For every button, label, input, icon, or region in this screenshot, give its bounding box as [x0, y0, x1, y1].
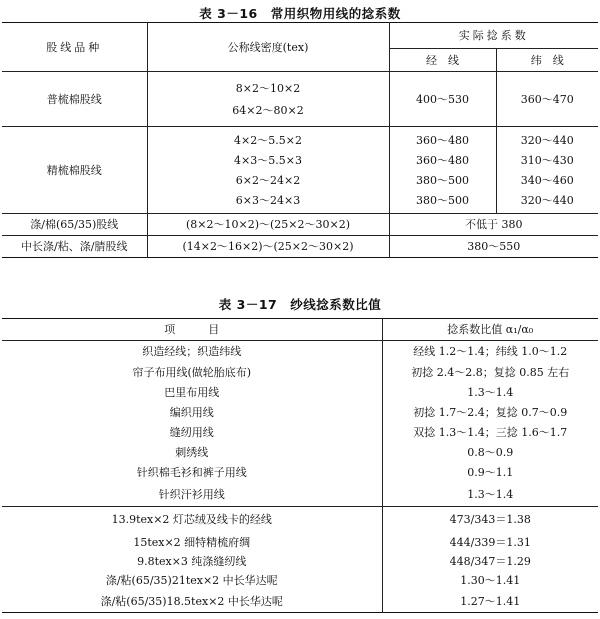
row-polyester-cotton-twist: 不低于 380 [389, 214, 598, 236]
ratio-cell: 0.9～1.1 [382, 463, 598, 483]
row-polyester-cotton-name: 涤/棉(65/35)股线 [2, 214, 147, 236]
warp-line: 360～480 [416, 153, 469, 167]
header-weft: 纬 线 [496, 49, 598, 72]
item-cell: 涤/粘(65/35)21tex×2 中长华达呢 [105, 574, 278, 587]
density-line: 6×2～24×2 [235, 173, 301, 187]
row-combed-name: 精梳棉股线 [2, 127, 147, 214]
ratio-cell: 0.8～0.9 [382, 443, 598, 463]
item-cell: 巴里布用线 [164, 386, 220, 399]
weft-line: 310～430 [520, 153, 574, 167]
ratio-cell: 1.3～1.4 [382, 483, 598, 507]
ratio-cell: 473/343＝1.38 [382, 507, 598, 533]
density-line: 4×2～5.5×2 [234, 133, 302, 147]
ratio-cell: 初捻 1.7～2.4；复捻 0.7～0.9 [382, 403, 598, 423]
warp-line: 360～480 [416, 133, 469, 147]
item-cell: 编织用线 [169, 406, 214, 419]
header-actual-twist: 实际捻系数 [389, 23, 598, 49]
table-3-16 [2, 22, 598, 258]
table-3-17 [2, 318, 598, 613]
table1-caption: 表 3－16 常用织物用线的捻系数 [199, 6, 401, 21]
row-midlength-twist: 380～550 [389, 236, 598, 258]
ratio-cell: 1.27～1.41 [382, 591, 598, 613]
item-cell: 9.8tex×3 纯涤缝纫线 [137, 554, 247, 568]
warp-line: 380～500 [416, 173, 469, 187]
item-cell: 帘子布用线(做轮胎底布) [132, 366, 252, 379]
ratio-cell: 经线 1.2～1.4；纬线 1.0～1.2 [382, 341, 598, 363]
warp-line: 380～500 [416, 193, 469, 207]
ratio-cell: 1.30～1.41 [382, 571, 598, 591]
row-combed-weft [496, 127, 598, 214]
header-yarn-type: 股线品种 [2, 23, 147, 72]
header-twist-ratio: 捻系数比值 α₁/α₀ [382, 319, 598, 341]
row-combed-warp [389, 127, 496, 214]
ratio-cell: 444/339＝1.31 [382, 533, 598, 552]
row-carded-name: 普梳棉股线 [2, 72, 147, 127]
item-cell: 织造经线；织造纬线 [142, 345, 242, 359]
row-carded-weft: 360～470 [496, 72, 598, 127]
row-midlength-density: (14×2～16×2)～(25×2～30×2) [147, 236, 389, 258]
density-line: 64×2～80×2 [232, 103, 304, 117]
item-cell: 涤/粘(65/35)18.5tex×2 中长华达呢 [100, 594, 283, 608]
row-combed-density [147, 127, 389, 214]
item-cell: 13.9tex×2 灯芯绒及线卡的经线 [111, 513, 272, 527]
item-cell: 缝纫用线 [169, 426, 214, 439]
row-polyester-cotton-density: (8×2～10×2)～(25×2～30×2) [147, 214, 389, 236]
ratio-cell: 双捻 1.3～1.4；三捻 1.6～1.7 [382, 423, 598, 443]
item-cell: 刺绣线 [175, 446, 209, 459]
row-midlength-name: 中长涤/粘、涤/腈股线 [2, 236, 147, 258]
row-carded-warp: 400～530 [389, 72, 496, 127]
item-cell: 15tex×2 细特精梳府绸 [133, 535, 251, 549]
density-line: 4×3～5.5×3 [234, 153, 302, 167]
weft-line: 340～460 [520, 173, 574, 187]
item-cell: 针织汗衫用线 [2, 483, 382, 507]
header-item: 项 目 [2, 319, 382, 341]
ratio-cell: 初捻 2.4～2.8；复捻 0.85 左右 [382, 363, 598, 383]
table2-caption: 表 3－17 纱线捻系数比值 [218, 297, 382, 312]
weft-line: 320～440 [520, 133, 574, 147]
density-line: 8×2～10×2 [235, 81, 301, 95]
header-warp: 经 线 [389, 49, 496, 72]
weft-line: 320～440 [520, 193, 574, 207]
ratio-cell: 448/347＝1.29 [382, 552, 598, 571]
header-nominal-density: 公称线密度(tex) [147, 23, 389, 72]
row-carded-density [147, 72, 389, 127]
density-line: 6×3～24×3 [235, 193, 301, 207]
item-cell: 针织棉毛衫和裤子用线 [136, 466, 247, 479]
ratio-cell: 1.3～1.4 [382, 383, 598, 403]
